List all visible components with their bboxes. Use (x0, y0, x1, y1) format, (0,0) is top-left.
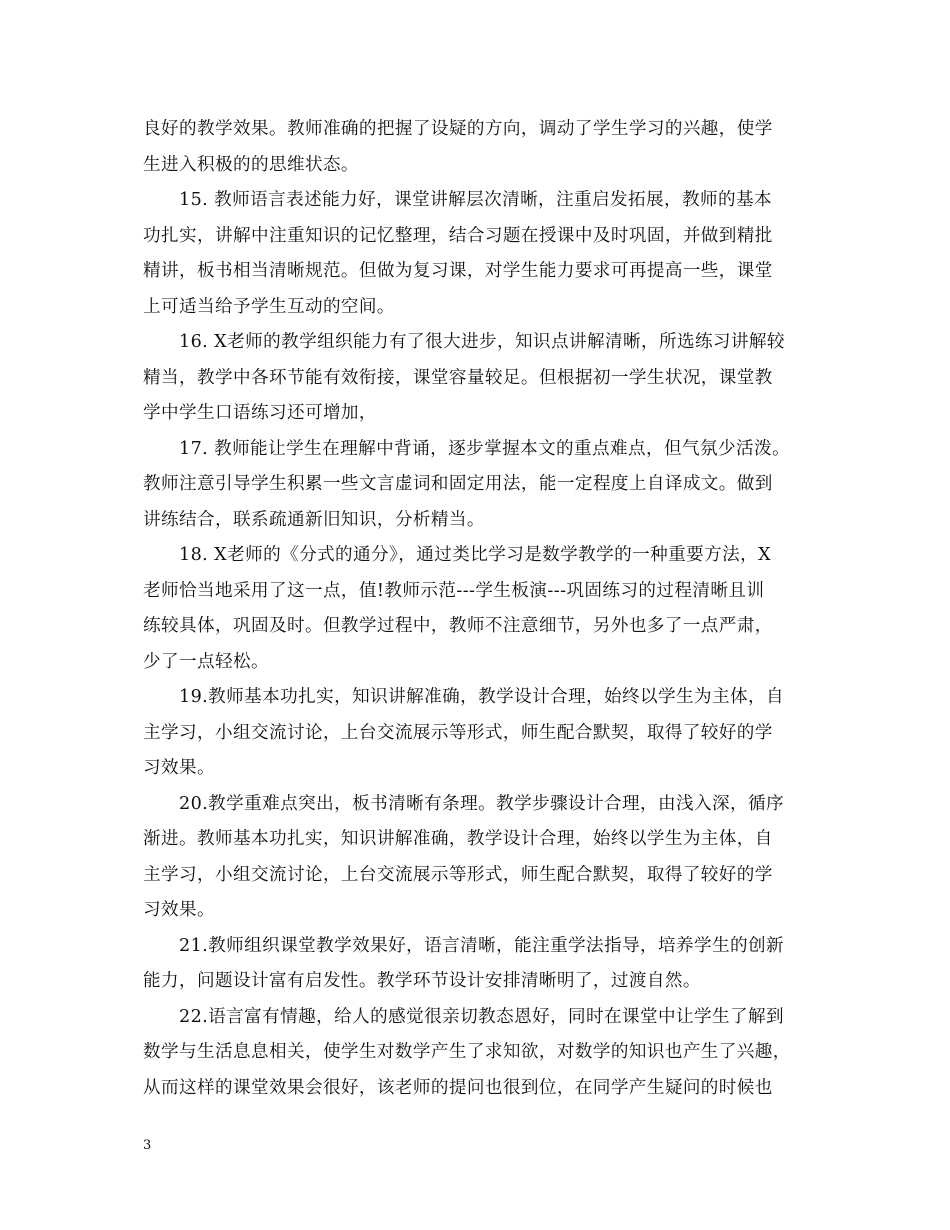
text-line: 学中学生口语练习还可增加， (143, 403, 377, 423)
text-line: 主学习，小组交流讨论，上台交流展示等形式，师生配合默契，取得了较好的学 (143, 722, 773, 743)
text-line: 渐进。教师基本功扎实，知识讲解准确，教学设计合理，始终以学生为主体，自 (143, 829, 773, 849)
text-line: 15. 教师语言表述能力好，课堂讲解层次清晰，注重启发拓展，教师的基本 (179, 190, 772, 210)
page-number: 3 (143, 1138, 152, 1153)
text-line: 21.教师组织课堂教学效果好，语言清晰，能注重学法指导，培养学生的创新 (179, 935, 784, 956)
text-line: 16. X老师的教学组织能力有了很大进步，知识点讲解清晰，所选练习讲解较 (179, 332, 785, 352)
text-line: 少了一点轻松。 (143, 651, 269, 672)
text-line: 18. X老师的《分式的通分》，通过类比学习是数学教学的一种重要方法，X (179, 545, 772, 565)
text-line: 数学与生活息息相关，使学生对数学产生了求知欲，对数学的知识也产生了兴趣， (143, 1042, 791, 1062)
text-line: 从而这样的课堂效果会很好，该老师的提问也很到位，在同学产生疑问的时候也 (143, 1077, 773, 1098)
text-line: 22.语言富有情趣，给人的感觉很亲切教态恩好，同时在课堂中让学生了解到 (179, 1006, 784, 1027)
text-line: 19.教师基本功扎实，知识讲解准确，教学设计合理，始终以学生为主体，自 (179, 687, 784, 707)
text-line: 教师注意引导学生积累一些文言虚词和固定用法，能一定程度上自译成文。做到 (143, 474, 773, 494)
text-line: 主学习，小组交流讨论，上台交流展示等形式，师生配合默契，取得了较好的学 (143, 864, 773, 885)
text-line: 生进入积极的的思维状态。 (143, 154, 359, 175)
text-line: 良好的教学效果。教师准确的把握了设疑的方向，调动了学生学习的兴趣，使学 (143, 119, 773, 139)
text-line: 上可适当给予学生互动的空间。 (143, 296, 395, 317)
text-line: 精讲，板书相当清晰规范。但做为复习课，对学生能力要求可再提高一些，课堂 (143, 261, 773, 281)
text-line: 能力，问题设计富有启发性。教学环节设计安排清晰明了，过渡自然。 (143, 971, 701, 991)
text-line: 习效果。 (143, 758, 215, 778)
text-line: 20.教学重难点突出，板书清晰有条理。教学步骤设计合理，由浅入深，循序 (179, 793, 784, 814)
body-text (143, 112, 823, 1106)
text-line: 老师恰当地采用了这一点，值!教师示范---学生板演---巩固练习的过程清晰且训 (143, 580, 765, 601)
text-line: 讲练结合，联系疏通新旧知识，分析精当。 (143, 509, 485, 530)
text-line: 习效果。 (143, 900, 215, 920)
text-line: 练较具体，巩固及时。但教学过程中，教师不注意细节，另外也多了一点严肃， (143, 616, 773, 636)
text-line: 17. 教师能让学生在理解中背诵，逐步掌握本文的重点难点，但气氛少活泼。 (179, 438, 790, 459)
text-line: 精当，教学中各环节能有效衔接，课堂容量较足。但根据初一学生状况，课堂教 (143, 367, 773, 388)
text-line: 功扎实，讲解中注重知识的记忆整理，结合习题在授课中及时巩固，并做到精批 (143, 225, 773, 246)
